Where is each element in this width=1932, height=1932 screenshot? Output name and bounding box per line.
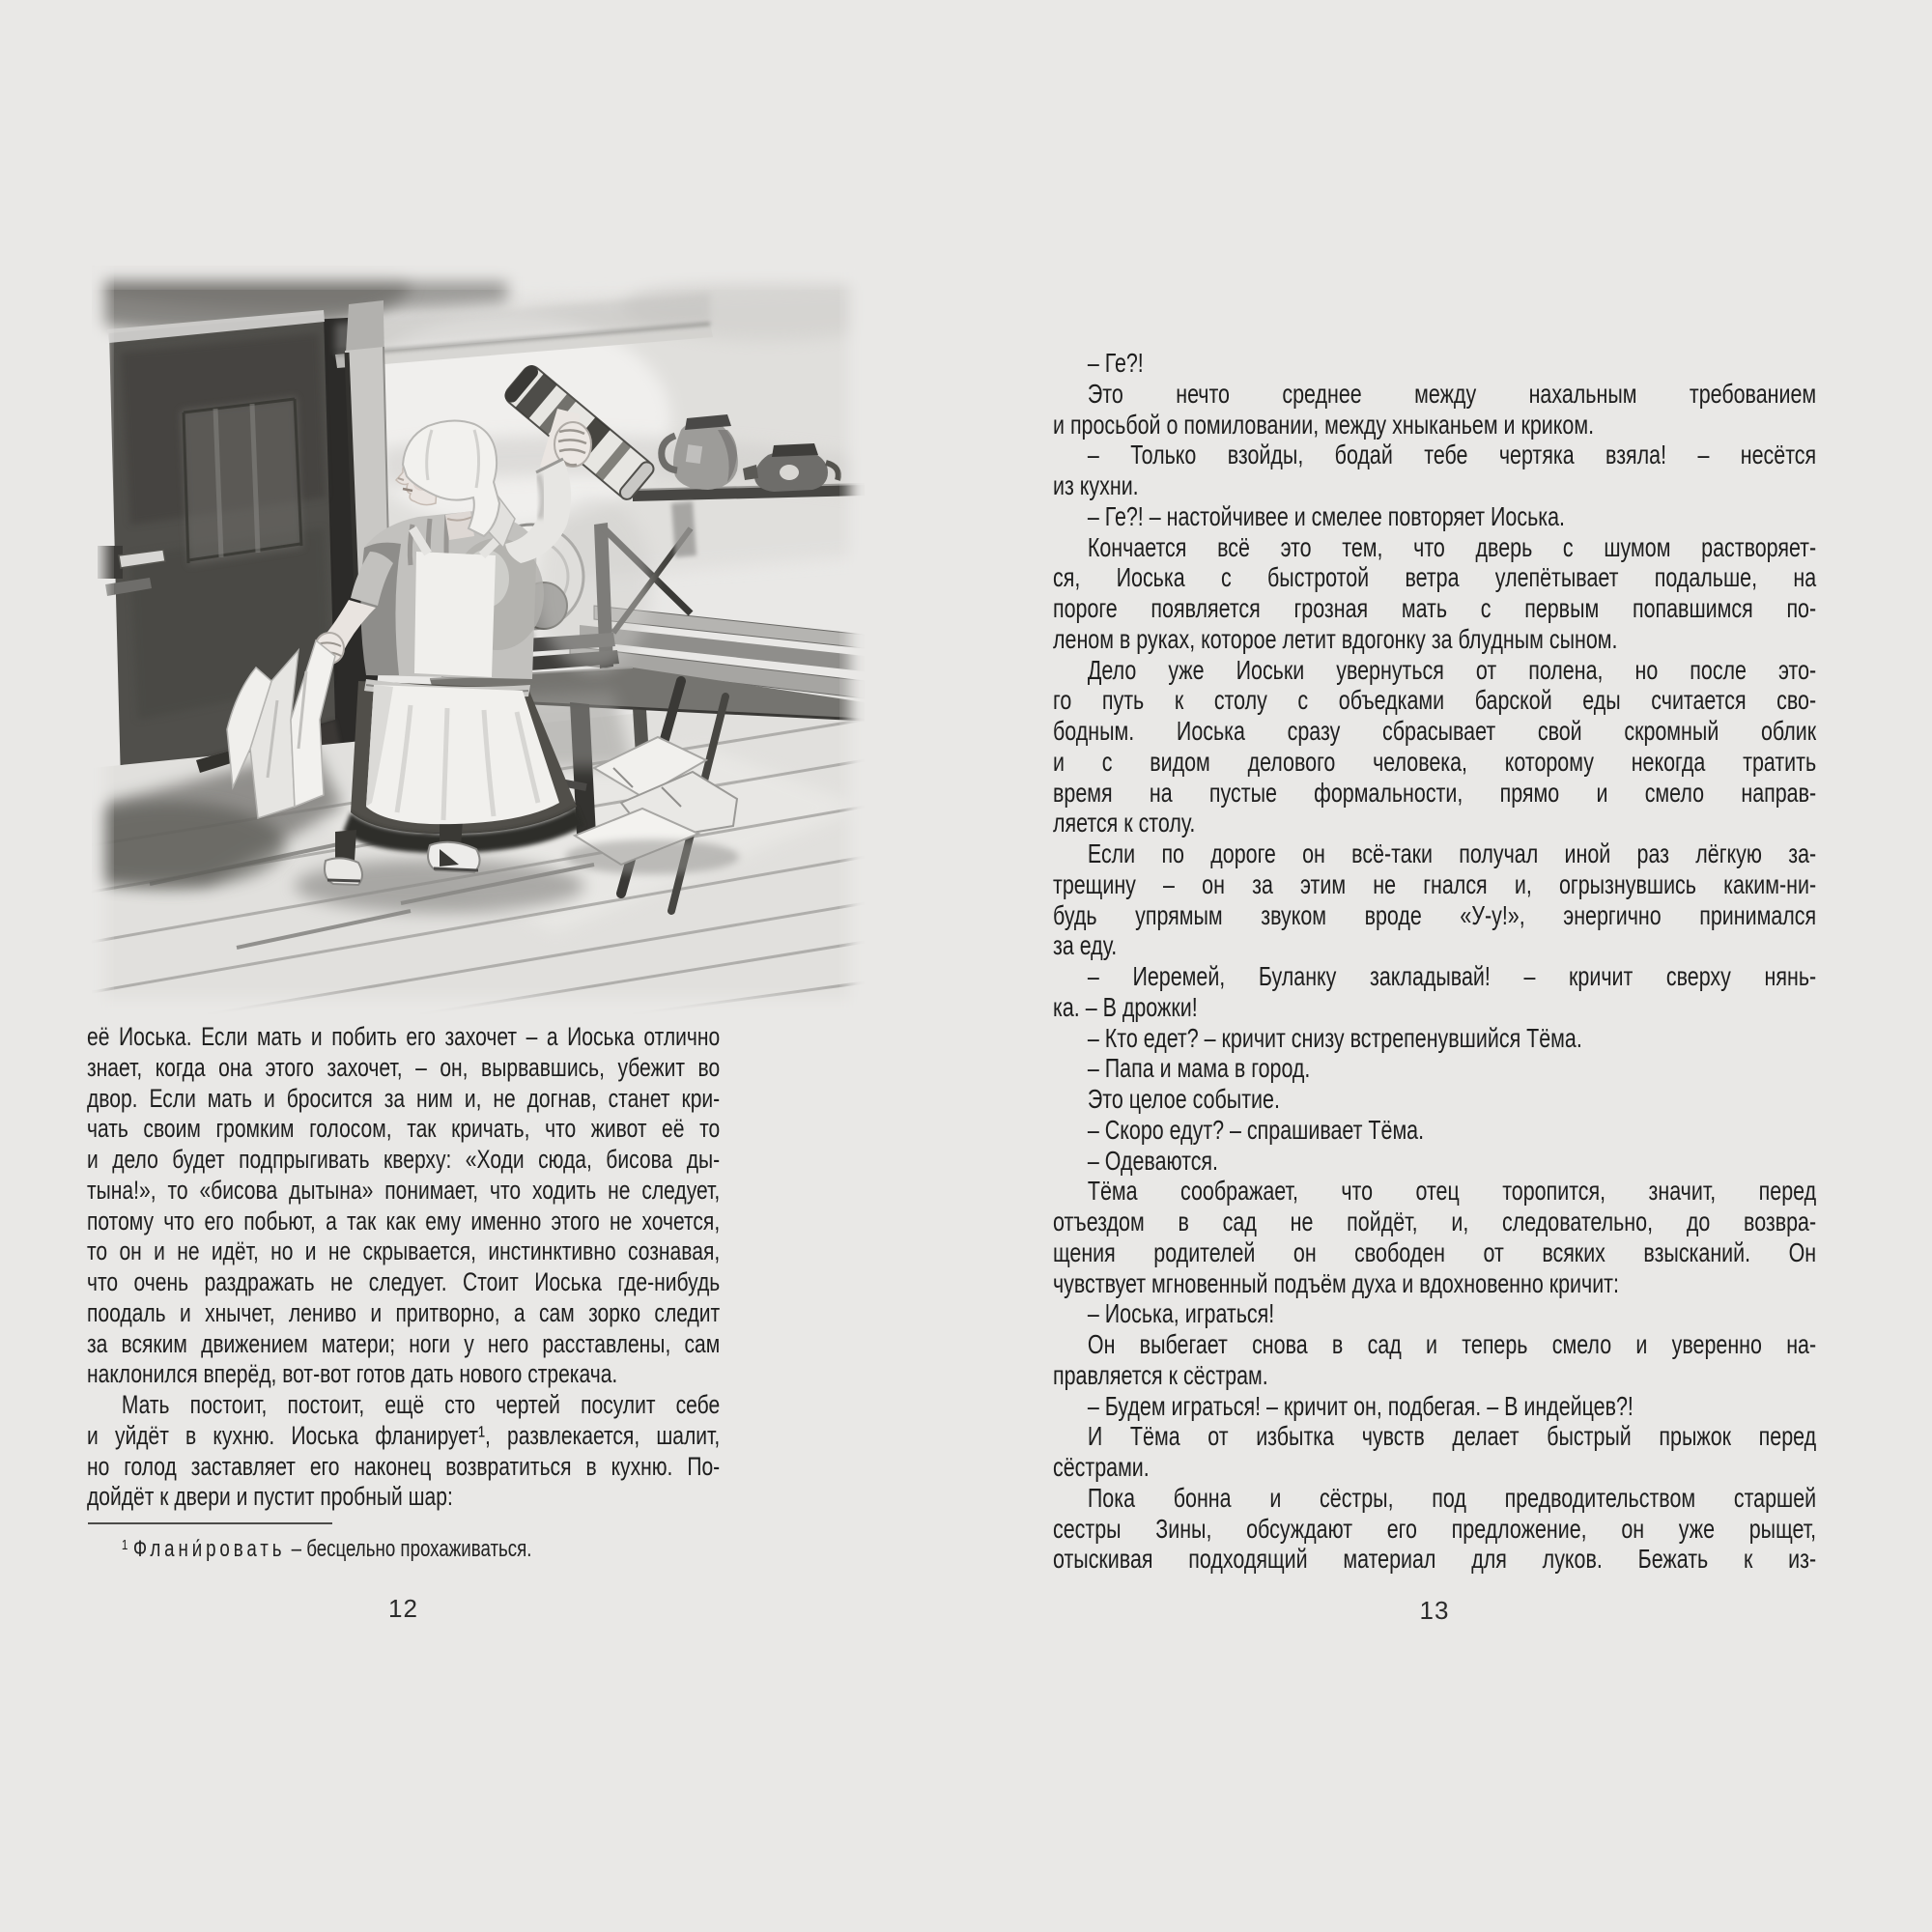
text-line: правляется к сёстрам. xyxy=(1053,1359,1268,1390)
text-line: чать своим громким голосом, так кричать, что живот её то xyxy=(87,1114,721,1144)
text-line: бодным. Иоська сразу сбрасывает свой скромный облик xyxy=(1053,716,1817,746)
text-line: щения родителей он свободен от всяких взысканий. Он xyxy=(1053,1236,1817,1267)
text-line: за всяким движением матери; ноги у него расставлены, сам xyxy=(87,1328,721,1358)
text-line: – Иоська, играться! xyxy=(1087,1298,1275,1329)
text-line: будь упрямым звуком вроде «У-у!», энергично принимался xyxy=(1053,899,1817,930)
text-line: Дело уже Иоськи увернуться от полена, но после это- xyxy=(1087,654,1817,685)
text-line: её Иоська. Если мать и побить его захочет – а Иоська отлично xyxy=(87,1022,721,1051)
right-page-body xyxy=(1053,348,1816,1575)
kitchen-illustration xyxy=(92,266,865,1014)
text-line: но голод заставляет его наконец возвратиться в кухню. По- xyxy=(87,1451,721,1481)
left-page-body xyxy=(87,1022,720,1513)
text-line: отыскивая подходящий материал для луков. Бежать к из- xyxy=(1053,1544,1817,1575)
text-line: – Одеваются. xyxy=(1087,1145,1219,1176)
text-line: леном в руках, которое летит вдогонку за блудным сыном. xyxy=(1053,623,1618,654)
text-line: И Тёма от избытка чувств делает быстрый прыжок перед xyxy=(1087,1421,1817,1452)
text-line: потому что его побьют, а так как ему именно этого не хочется, xyxy=(87,1206,721,1236)
footnote xyxy=(87,1536,754,1563)
text-line: ляется к столу. xyxy=(1053,808,1196,838)
text-line: что очень раздражать не следует. Стоит Иоська где-нибудь xyxy=(87,1267,721,1296)
text-line: двор. Если мать и бросится за ним и, не догнав, станет кри- xyxy=(87,1083,721,1113)
text-line: Тёма соображает, что отец торопится, значит, перед xyxy=(1087,1176,1817,1207)
text-line: Кончается всё это тем, что дверь с шумом растворяет- xyxy=(1087,531,1817,562)
text-line: Это целое событие. xyxy=(1087,1084,1280,1114)
text-line: – Скоро едут? – спрашивает Тёма. xyxy=(1087,1114,1425,1145)
text-line: ка. – В дрожки! xyxy=(1053,991,1198,1022)
footnote-marker: 1 xyxy=(121,1537,128,1553)
text-line: – Кто едет? – кричит снизу встрепенувшийся Тёма. xyxy=(1087,1022,1582,1053)
text-line: пороге появляется грозная мать с первым попавшимся по- xyxy=(1053,593,1817,623)
kitchen-illustration-svg xyxy=(92,266,865,1014)
text-line: знает, когда она этого захочет, – он, вырвавшись, убежит во xyxy=(87,1052,721,1082)
text-line: – Папа и мама в город. xyxy=(1087,1053,1311,1084)
page-number-right: 13 xyxy=(1419,1596,1450,1625)
text-line: ся, Иоська с быстротой ветра улепётывает подальше, на xyxy=(1053,562,1817,593)
text-line: Если по дороге он всё-таки получал иной раз лёгкую за- xyxy=(1087,838,1817,868)
text-line: из кухни. xyxy=(1053,470,1139,500)
footnote-term: Флани́ровать xyxy=(132,1536,286,1562)
text-line: тына!», то «бисова дытына» понимает, что ходить не следует, xyxy=(87,1175,721,1205)
text-line: го путь к столу с объедками барской еды считается сво- xyxy=(1053,685,1817,716)
text-line: отъездом в сад не пойдёт, и, следовательно, до возвра- xyxy=(1053,1207,1817,1236)
apron xyxy=(414,552,496,677)
text-line: Пока бонна и сёстры, под предводительством старшей xyxy=(1087,1482,1817,1513)
text-line: то он и не идёт, но и не скрывается, инстинктивно сознавая, xyxy=(87,1236,721,1266)
text-line: дойдёт к двери и пустит пробный шар: xyxy=(87,1482,453,1512)
page-number-left: 12 xyxy=(388,1594,418,1623)
footnote-rule xyxy=(88,1522,332,1524)
text-line: чувствует мгновенный подъём духа и вдохновенно кричит: xyxy=(1053,1267,1619,1298)
text-line: – Будем играться! – кричит он, подбегая. – В индейцев?! xyxy=(1087,1390,1634,1421)
text-line: – Ге?! xyxy=(1087,348,1144,378)
text-line: – Только взойды, бодай тебе чертяка взяла! – несётся xyxy=(1087,440,1817,470)
text-line: Это нечто среднее между нахальным требованием xyxy=(1087,378,1817,409)
text-line: сёстрами. xyxy=(1053,1452,1150,1482)
text-line: – Иеремей, Буланку закладывай! – кричит сверху нянь- xyxy=(1087,961,1817,991)
text-line: Он выбегает снова в сад и теперь смело и уверенно на- xyxy=(1087,1329,1817,1359)
text-line: за еду. xyxy=(1053,930,1118,961)
text-line: поодаль и хнычет, лениво и притворно, а сам зорко следит xyxy=(87,1297,721,1327)
text-line: наклонился вперёд, вот-вот готов дать нового стрекача. xyxy=(87,1359,618,1389)
text-line: время на пустые формальности, прямо и смело направ- xyxy=(1053,777,1817,808)
text-line: сестры Зины, обсуждают его предложение, он уже рыщет, xyxy=(1053,1513,1817,1544)
text-line: и уйдёт в кухню. Иоська фланирует¹, развлекается, шалит, xyxy=(87,1420,721,1450)
text-line: и просьбой о помиловании, между хныканьем и криком. xyxy=(1053,409,1595,440)
text-line: – Ге?! – настойчивее и смелее повторяет Иоська. xyxy=(1087,500,1565,531)
footnote-definition: – бесцельно прохаживаться. xyxy=(291,1536,532,1562)
text-line: и дело будет подпрыгивать кверху: «Ходи сюда, бисова ды- xyxy=(87,1145,721,1174)
text-line: и с видом делового человека, которому некогда тратить xyxy=(1053,746,1817,777)
text-line: трещину – он за этим не гнался и, огрызнувшись каким-ни- xyxy=(1053,868,1817,899)
text-line: Мать постоит, постоит, ещё сто чертей посулит себе xyxy=(121,1390,721,1419)
